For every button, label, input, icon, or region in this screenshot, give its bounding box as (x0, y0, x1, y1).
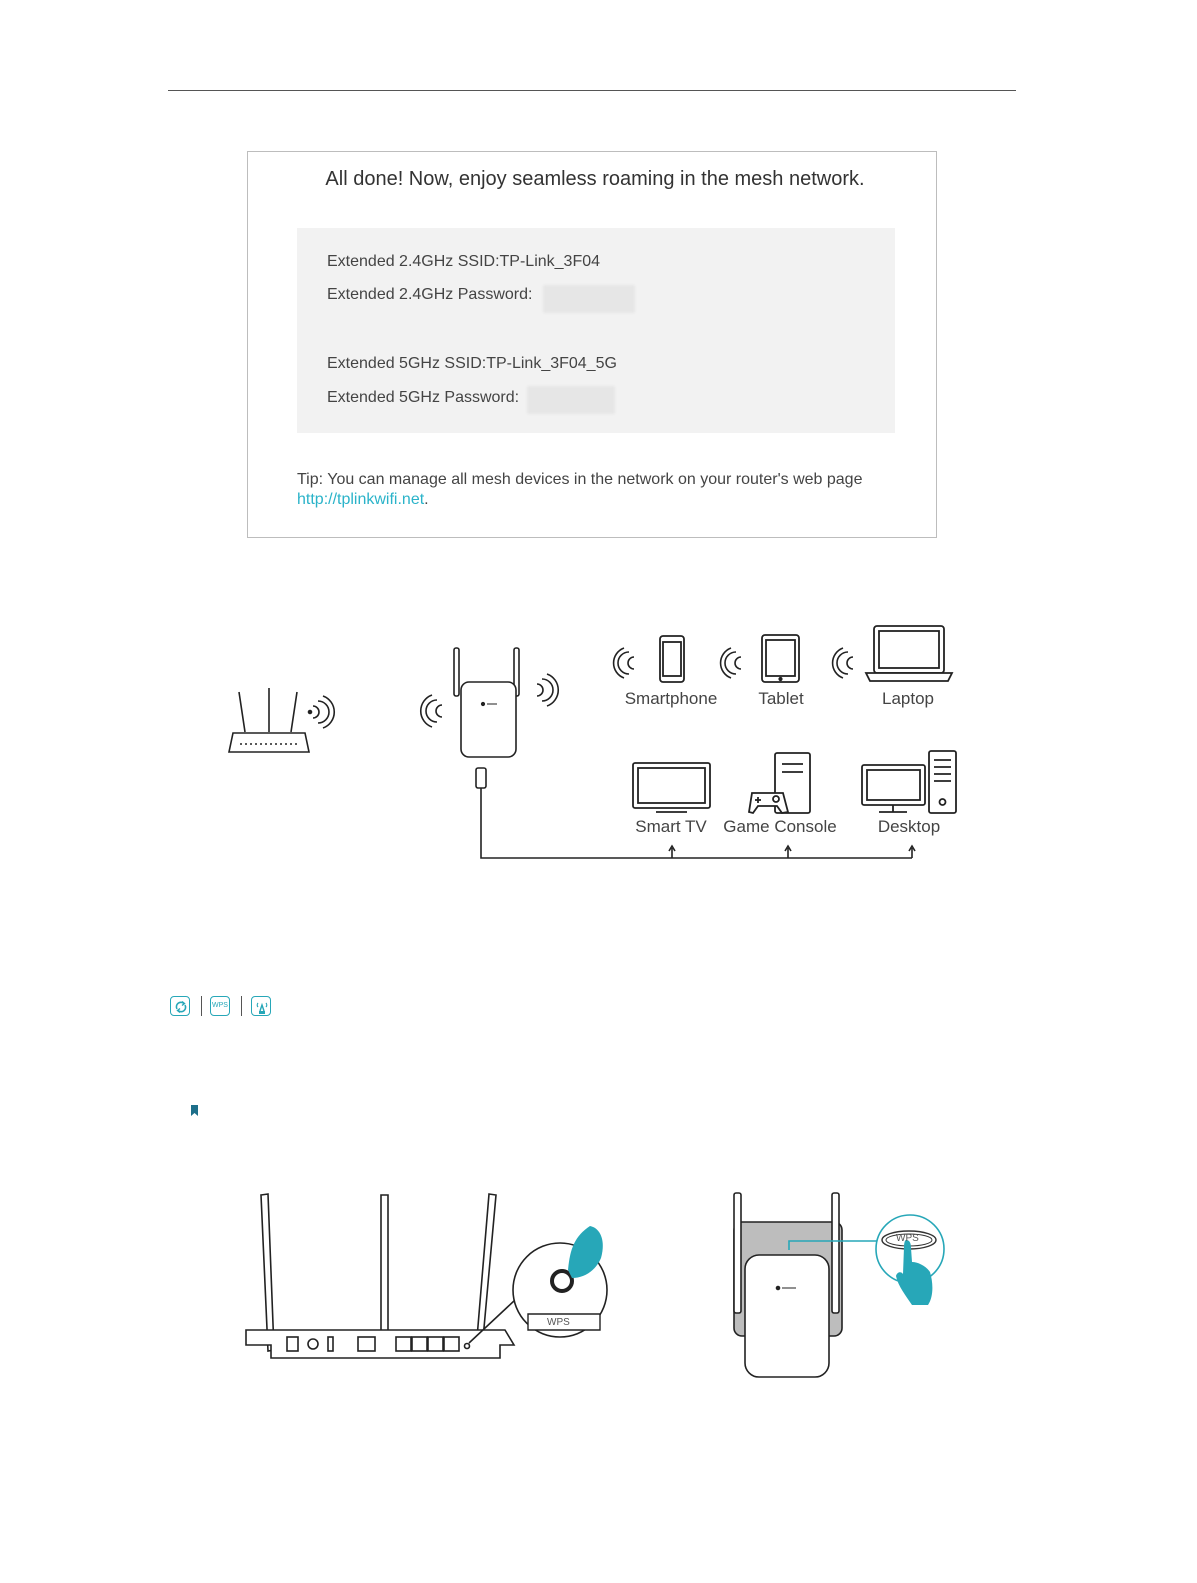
panel-title: All done! Now, enjoy seamless roaming in the mesh network. (325, 168, 865, 190)
password-5-label: Extended 5GHz Password: (327, 389, 520, 406)
tplinkwifi-link[interactable]: http://tplinkwifi.net (297, 491, 425, 508)
router-wps-label: WPS (547, 1317, 570, 1328)
smartphone-label: Smartphone (624, 689, 718, 708)
desktop-label: Desktop (877, 817, 941, 836)
game-console-label: Game Console (723, 817, 837, 836)
laptop-label: Laptop (882, 689, 934, 708)
smart-tv-label: Smart TV (635, 817, 707, 836)
wps-mode-icon: WPS (210, 996, 230, 1016)
ssid-24-line: Extended 2.4GHz SSID:TP-Link_3F04 (327, 253, 601, 270)
tablet-label: Tablet (758, 689, 804, 708)
extender-wps-label: WPS (896, 1233, 919, 1244)
tip-end: . (424, 491, 429, 508)
ssid-5-line: Extended 5GHz SSID:TP-Link_3F04_5G (327, 355, 617, 372)
tip-body: Tip: You can manage all mesh devices in the network on your router's web page (297, 471, 863, 488)
password-24-label: Extended 2.4GHz Password: (327, 286, 533, 303)
